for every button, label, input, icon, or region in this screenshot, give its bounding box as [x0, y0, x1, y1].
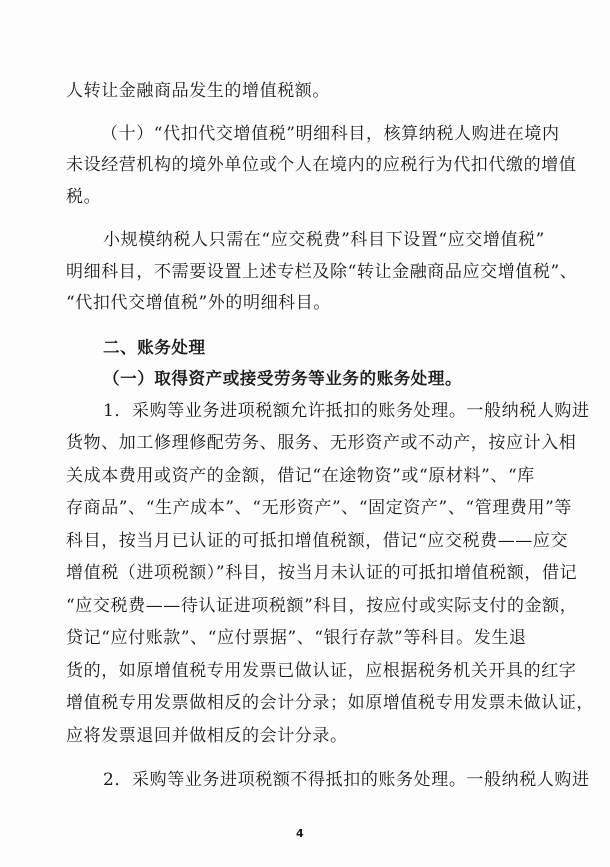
body-text-line: 人转让金融商品发生的增值税额。 — [66, 81, 330, 101]
section-heading: 二、账务处理 — [103, 338, 206, 357]
body-text-line: （十）“代扣代交增值税”明细科目，核算纳税人购进在境内 — [101, 124, 560, 144]
page-number: 4 — [296, 827, 304, 840]
body-text-line: 2．采购等业务进项税额不得抵扣的账务处理。一般纳税人购进 — [103, 770, 590, 790]
body-text-line: 税。 — [66, 187, 102, 207]
body-text-line: “代扣代交增值税”外的明细科目。 — [66, 293, 331, 313]
body-text-line: 1．采购等业务进项税额允许抵扣的账务处理。一般纳税人购进 — [103, 401, 590, 421]
body-text-line: 应将发票退回并做相反的会计分录。 — [66, 726, 348, 746]
body-text-line: 小规模纳税人只需在“应交税费”科目下设置“应交增值税” — [103, 230, 545, 250]
body-text-line: 增值税（进项税额）”科目，按当月未认证的可抵扣增值税额，借记 — [66, 563, 578, 583]
body-text-line: 贷记“应付账款”、“应付票据”、“银行存款”等科目。发生退 — [66, 628, 527, 648]
body-text-line: 关成本费用或资产的金额，借记“在途物资”或“原材料”、“库 — [66, 466, 535, 486]
body-text-line: 货物、加工修理修配劳务、服务、无形资产或不动产，按应计入相 — [66, 433, 577, 453]
subsection-heading: （一）取得资产或接受劳务等业务的账务处理。 — [103, 369, 463, 388]
body-text-line: 存商品”、“生产成本”、“无形资产”、“固定资产”、“管理费用”等 — [66, 498, 573, 518]
body-text-line: 明细科目，不需要设置上述专栏及除“转让金融商品应交增值税”、 — [66, 262, 578, 282]
body-text-line: 增值税专用发票做相反的会计分录；如原增值税专用发票未做认证， — [66, 693, 594, 713]
body-text-line: 科目，按当月已认证的可抵扣增值税额，借记“应交税费——应交 — [66, 531, 569, 551]
body-text-line: “应交税费——待认证进项税额”科目，按应付或实际支付的金额， — [66, 596, 578, 616]
body-text-line: 货的，如原增值税专用发票已做认证，应根据税务机关开具的红字 — [66, 661, 577, 681]
body-text-line: 未设经营机构的境外单位或个人在境内的应税行为代扣代缴的增值 — [66, 155, 577, 175]
